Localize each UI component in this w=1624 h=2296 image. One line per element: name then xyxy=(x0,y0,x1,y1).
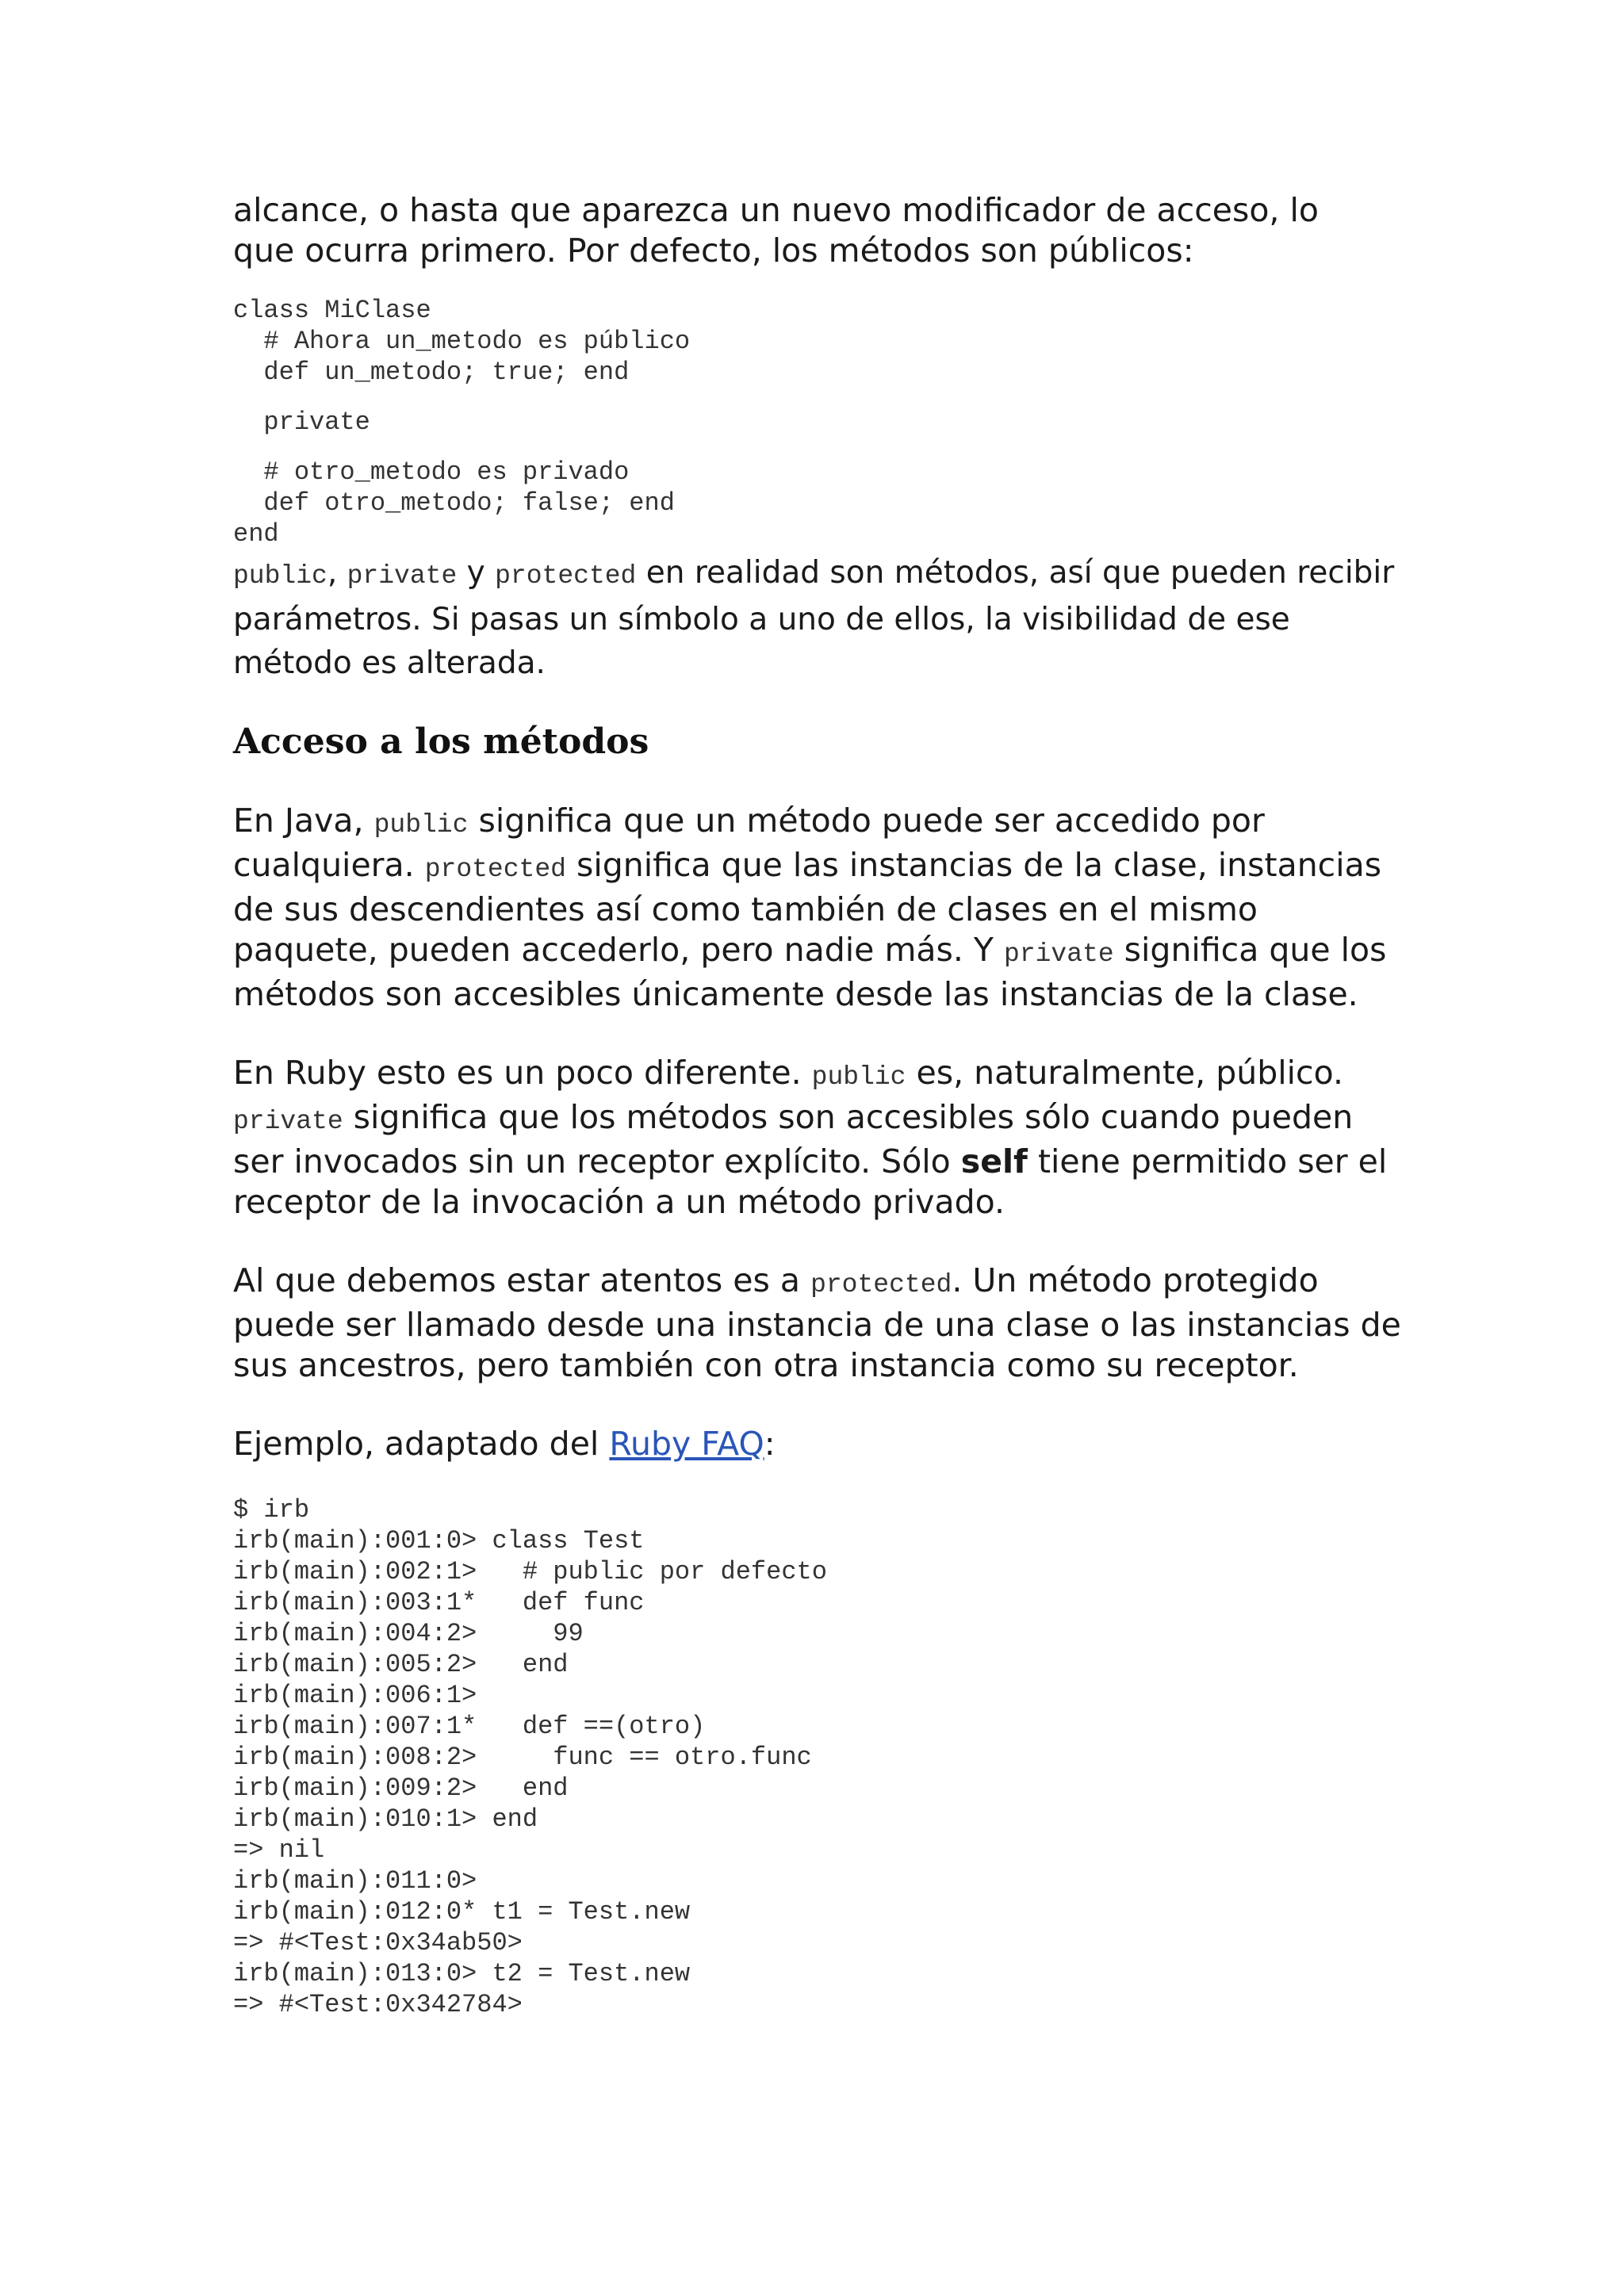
code2-line: irb(main):006:1> xyxy=(233,1681,477,1710)
code-block-irb xyxy=(233,1494,1407,2020)
self-keyword: self xyxy=(960,1142,1028,1181)
code1-line: # Ahora un_metodo es público xyxy=(233,327,691,356)
code-private: private xyxy=(347,561,458,591)
code1-line: def un_metodo; true; end xyxy=(233,358,630,387)
protected-paragraph: Al que debemos estar atentos es a protected. Un método protegido puede ser llamado desde una instancia de una clase o las instancias de sus ancestros, pero también con otra instancia como su receptor. xyxy=(233,1261,1401,1384)
code2-line: irb(main):005:2> end xyxy=(233,1650,569,1679)
code-public: public xyxy=(233,561,327,591)
code1-line: private xyxy=(233,408,370,437)
code1-line: # otro_metodo es privado xyxy=(233,457,630,487)
intro-paragraph xyxy=(233,190,1407,271)
code2-line: $ irb xyxy=(233,1495,310,1525)
section-heading: Acceso a los métodos xyxy=(233,721,649,762)
java-paragraph: En Java, public significa que un método puede ser accedido por cualquiera. protected significa que las instancias de la clase, instancias de sus descendientes así como también de clases en el mismo paquete, pueden accederlo, pero nadie más. Y private significa que los métodos son accesibles únicamente desde las instancias de la clase. xyxy=(233,802,1387,1013)
code2-line: irb(main):013:0> t2 = Test.new xyxy=(233,1959,691,1988)
code-public: public xyxy=(373,810,469,840)
code2-line: irb(main):007:1* def ==(otro) xyxy=(233,1712,706,1741)
ruby-paragraph: En Ruby esto es un poco diferente. public es, naturalmente, público. private significa que los métodos son accesibles sólo cuando pueden ser invocados sin un receptor explícito. Sólo self tiene permitido ser el receptor de la invocación a un método privado. xyxy=(233,1054,1388,1221)
intro-line-2: que ocurra primero. Por defecto, los métodos son públicos: xyxy=(233,232,1194,270)
code2-line: irb(main):001:0> class Test xyxy=(233,1526,645,1556)
code-protected: protected xyxy=(810,1270,952,1299)
intro-line-1: alcance, o hasta que aparezca un nuevo modificador de acceso, lo xyxy=(233,191,1319,229)
code1-line xyxy=(233,438,1407,457)
code-public: public xyxy=(811,1062,906,1092)
example-paragraph: Ejemplo, adaptado del Ruby FAQ: xyxy=(233,1425,776,1463)
methods-paragraph: public, private y protected en realidad son métodos, así que pueden recibir parámetros. Si pasas un símbolo a uno de ellos, la visibilidad de ese método es alterada. xyxy=(233,555,1395,681)
code2-line: irb(main):008:2> func == otro.func xyxy=(233,1743,812,1772)
code2-line: irb(main):002:1> # public por defecto xyxy=(233,1557,827,1586)
code2-line: => nil xyxy=(233,1835,325,1865)
code2-line: irb(main):004:2> 99 xyxy=(233,1619,584,1648)
code2-line: => #<Test:0x342784> xyxy=(233,1990,523,2019)
code1-line xyxy=(233,388,1407,407)
code-private: private xyxy=(233,1107,343,1136)
code1-line: class MiClase xyxy=(233,296,431,325)
code2-line: => #<Test:0x34ab50> xyxy=(233,1928,523,1957)
code2-line: irb(main):003:1* def func xyxy=(233,1588,645,1617)
code1-line: end xyxy=(233,519,279,549)
code2-line: irb(main):010:1> end xyxy=(233,1804,538,1834)
code-private: private xyxy=(1004,939,1114,969)
code2-line: irb(main):011:0> xyxy=(233,1866,477,1896)
code1-line: def otro_metodo; false; end xyxy=(233,488,675,518)
code-protected: protected xyxy=(424,855,566,884)
code-block-miclase xyxy=(233,295,1407,549)
code2-line: irb(main):009:2> end xyxy=(233,1774,569,1803)
code-protected: protected xyxy=(495,561,637,591)
code2-line: irb(main):012:0* t1 = Test.new xyxy=(233,1897,691,1927)
ruby-faq-link[interactable]: Ruby FAQ xyxy=(609,1425,764,1463)
document-page xyxy=(233,190,1407,2020)
